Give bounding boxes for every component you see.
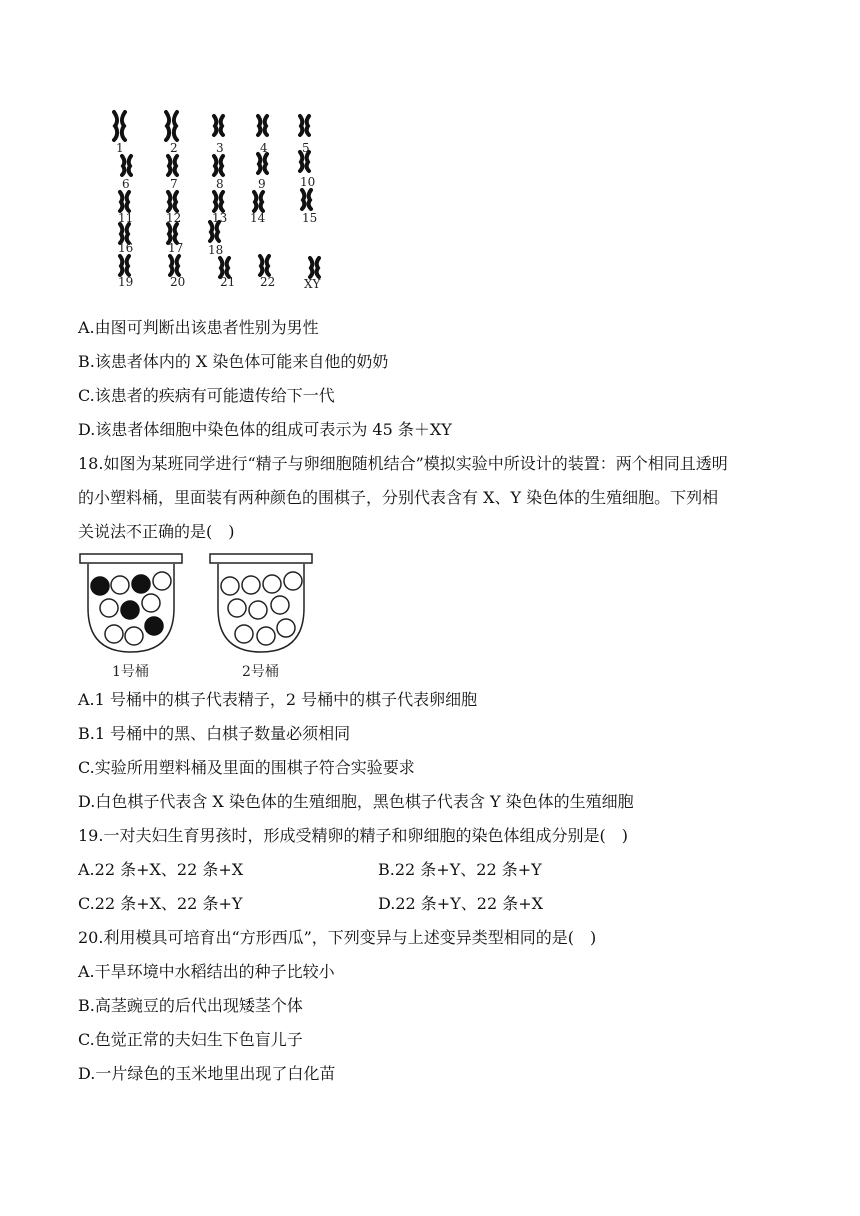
- q19-stem: 19.一对夫妇生育男孩时，形成受精卵的精子和卵细胞的染色体组成分别是( ): [78, 826, 628, 845]
- white-piece: [221, 577, 239, 595]
- chromosome-8-icon: [214, 156, 223, 175]
- q19-option-c: C.22 条+X、22 条+Y: [78, 894, 243, 913]
- white-piece: [257, 627, 275, 645]
- chromosome-label: 8: [216, 177, 224, 191]
- q18-stem-line-2: 的小塑料桶，里面装有两种颜色的围棋子，分别代表含有 X、Y 染色体的生殖细胞。下列相: [78, 488, 719, 507]
- chromosome-label: 17: [168, 241, 184, 255]
- bucket-figure: [74, 548, 324, 682]
- chromosome-label: 3: [216, 141, 224, 155]
- chromosome-3-icon: [214, 116, 223, 135]
- chromosome-22-icon: [260, 256, 269, 275]
- white-piece: [100, 599, 118, 617]
- q18-option-c: C.实验所用塑料桶及里面的围棋子符合实验要求: [78, 758, 415, 777]
- q19-option-b: B.22 条+Y、22 条+Y: [378, 860, 542, 879]
- q20-option-c: C.色觉正常的夫妇生下色盲儿子: [78, 1030, 303, 1049]
- chromosome-label: 15: [302, 211, 318, 225]
- q20-option-d: D.一片绿色的玉米地里出现了白化苗: [78, 1064, 336, 1083]
- white-piece: [111, 576, 129, 594]
- chromosome-4-icon: [258, 116, 267, 135]
- chromosome-label: 21: [220, 275, 236, 289]
- chromosome-label: 4: [260, 141, 268, 155]
- black-piece: [145, 617, 163, 635]
- chromosome-label: 1: [116, 141, 124, 155]
- q17-option-a: A.由图可判断出该患者性别为男性: [78, 318, 319, 337]
- q18-option-d: D.白色棋子代表含 X 染色体的生殖细胞，黑色棋子代表含 Y 染色体的生殖细胞: [78, 792, 634, 811]
- white-piece: [249, 601, 267, 619]
- chromosome-label: 22: [260, 275, 276, 289]
- karyotype-figure: [100, 108, 340, 294]
- q18-stem-line-3: 关说法不正确的是( ): [78, 522, 235, 541]
- chromosome-2-icon: [166, 112, 177, 140]
- q18-option-a: A.1 号桶中的棋子代表精子，2 号桶中的棋子代表卵细胞: [78, 690, 478, 709]
- chromosome-xy-icon: [310, 258, 319, 277]
- chromosome-label: XY: [304, 277, 321, 291]
- white-piece: [142, 594, 160, 612]
- black-piece: [91, 577, 109, 595]
- chromosome-13-icon: [214, 192, 223, 211]
- q17-option-d: D.该患者体细胞中染色体的组成可表示为 45 条＋XY: [78, 420, 452, 439]
- chromosome-label: 7: [170, 177, 178, 191]
- chromosome-15-icon: [302, 190, 311, 209]
- chromosome-label: 11: [118, 211, 134, 225]
- white-piece: [242, 576, 260, 594]
- white-piece: [235, 625, 253, 643]
- chromosome-7-icon: [168, 156, 177, 175]
- q19-option-a: A.22 条+X、22 条+X: [78, 860, 244, 879]
- white-piece: [277, 619, 295, 637]
- chromosome-label: 20: [170, 275, 186, 289]
- chromosome-9-icon: [258, 154, 267, 173]
- chromosome-12-icon: [168, 192, 177, 211]
- q18-option-b: B.1 号桶中的黑、白棋子数量必须相同: [78, 724, 351, 743]
- chromosome-label: 6: [122, 177, 130, 191]
- chromosome-11-icon: [120, 192, 129, 211]
- chromosome-label: 5: [302, 141, 310, 155]
- bucket-1-label: 1号桶: [112, 664, 149, 680]
- q17-option-b: B.该患者体内的 X 染色体可能来自他的奶奶: [78, 352, 389, 371]
- black-piece: [132, 575, 150, 593]
- q20-option-b: B.高茎豌豆的后代出现矮茎个体: [78, 996, 303, 1015]
- white-piece: [263, 575, 281, 593]
- white-piece: [105, 625, 123, 643]
- white-piece: [125, 627, 143, 645]
- chromosome-label: 19: [118, 275, 134, 289]
- white-piece: [153, 572, 171, 590]
- chromosome-20-icon: [170, 256, 179, 275]
- white-piece: [284, 572, 302, 590]
- chromosome-1-icon: [114, 112, 125, 140]
- chromosome-label: 9: [258, 177, 266, 191]
- q20-option-a: A.干旱环境中水稻结出的种子比较小: [78, 962, 335, 981]
- white-piece: [271, 596, 289, 614]
- q20-stem: 20.利用模具可培育出“方形西瓜”，下列变异与上述变异类型相同的是( ): [78, 928, 597, 947]
- bucket-2: [210, 554, 312, 680]
- chromosome-label: 2: [170, 141, 178, 155]
- black-piece: [121, 601, 139, 619]
- chromosome-14-icon: [254, 192, 263, 211]
- white-piece: [228, 599, 246, 617]
- chromosome-label: 14: [250, 211, 266, 225]
- chromosome-19-icon: [120, 256, 129, 275]
- chromosome-label: 10: [300, 175, 316, 189]
- chromosome-label: 13: [212, 211, 228, 225]
- chromosome-label: 18: [208, 243, 224, 257]
- q18-stem-line-1: 18.如图为某班同学进行“精子与卵细胞随机结合”模拟实验中所设计的装置：两个相同且透明: [78, 454, 728, 473]
- bucket-2-label: 2号桶: [242, 664, 279, 680]
- bucket-1: [80, 554, 182, 680]
- chromosome-5-icon: [300, 116, 309, 135]
- chromosome-6-icon: [122, 156, 131, 175]
- chromosome-label: 16: [118, 241, 134, 255]
- q19-option-d: D.22 条+Y、22 条+X: [378, 894, 544, 913]
- chromosome-label: 12: [166, 211, 182, 225]
- q17-option-c: C.该患者的疾病有可能遗传给下一代: [78, 386, 335, 405]
